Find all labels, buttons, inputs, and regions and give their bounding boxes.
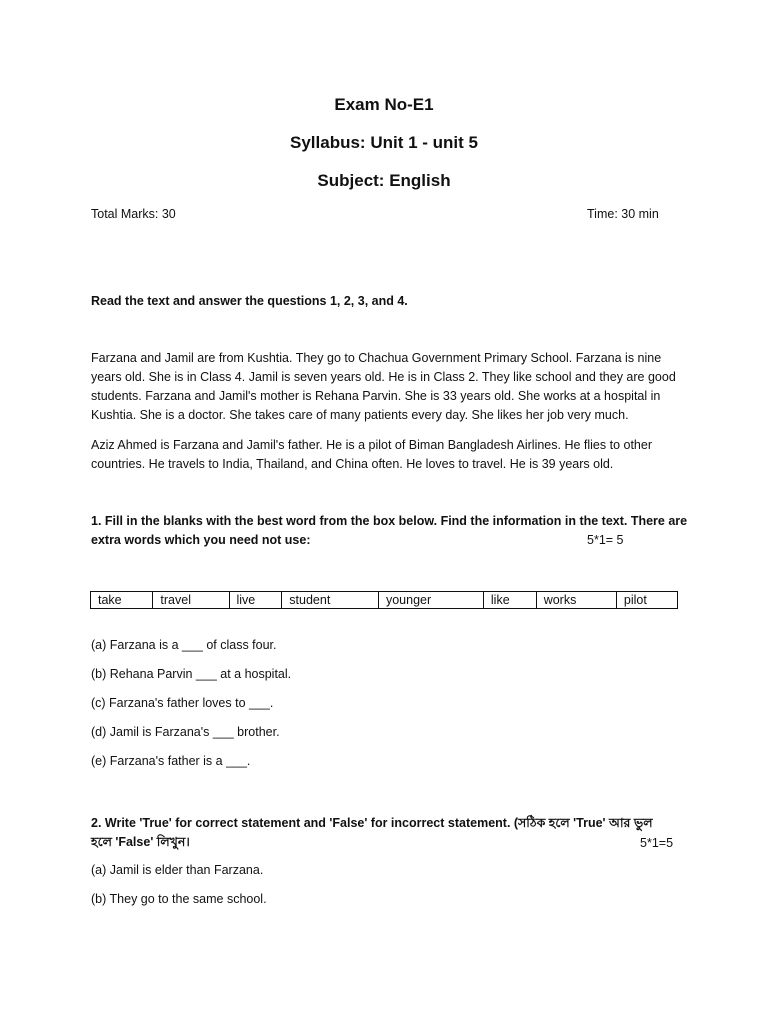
word-box <box>90 591 678 609</box>
exam-number-title: Exam No-E1 <box>334 95 434 114</box>
time-limit: Time: 30 min <box>587 207 659 221</box>
passage-line: countries. He travels to India, Thailand, and China often. He loves to travel. He is 39 years old. <box>91 457 614 471</box>
question-2-marks: 5*1=5 <box>640 836 674 850</box>
word-box-cell: like <box>483 592 536 609</box>
word-box-row <box>91 592 678 609</box>
word-box-cell: live <box>229 592 282 609</box>
question-1-item-e: (e) Farzana's father is a ___. <box>91 754 251 768</box>
question-1-item-c: (c) Farzana's father loves to ___. <box>91 696 274 710</box>
word-box-cell: take <box>91 592 153 609</box>
question-1-heading-cont: extra words which you need not use: <box>91 533 311 547</box>
passage-paragraph-2 <box>91 436 681 474</box>
word-box-cell: younger <box>378 592 483 609</box>
reading-instruction: Read the text and answer the questions 1, 2, 3, and 4. <box>91 294 408 308</box>
passage-line: Aziz Ahmed is Farzana and Jamil's father. He is a pilot of Biman Bangladesh Airlines. He flies to other <box>91 438 652 452</box>
passage-line: students. Farzana and Jamil's mother is Rehana Parvin. She is 33 years old. She works at a hospital in <box>91 389 661 403</box>
question-2-heading-cont: হলে 'False' লিখুন। <box>91 835 190 849</box>
word-box-cell: student <box>282 592 379 609</box>
question-1-heading: 1. Fill in the blanks with the best word from the box below. Find the information in the text. There are <box>91 514 688 528</box>
passage-paragraph-1 <box>91 349 681 425</box>
question-1-marks: 5*1= 5 <box>587 533 624 547</box>
passage-line: Farzana and Jamil are from Kushtia. They go to Chachua Government Primary School. Farzana is nine <box>91 351 662 365</box>
question-2-item-b: (b) They go to the same school. <box>91 892 267 906</box>
subject-title: Subject: English <box>317 171 451 190</box>
word-box-cell: travel <box>153 592 229 609</box>
total-marks: Total Marks: 30 <box>91 207 176 221</box>
question-1-item-d: (d) Jamil is Farzana's ___ brother. <box>91 725 280 739</box>
syllabus-title: Syllabus: Unit 1 - unit 5 <box>290 133 478 152</box>
word-box-cell: pilot <box>616 592 677 609</box>
question-2-item-a: (a) Jamil is elder than Farzana. <box>91 863 264 877</box>
passage-line: Kushtia. She is a doctor. She takes care of many patients every day. She likes her job very much. <box>91 408 629 422</box>
passage-line: years old. She is in Class 4. Jamil is seven years old. He is in Class 2. They like school and they are good <box>91 370 676 384</box>
question-1-item-b: (b) Rehana Parvin ___ at a hospital. <box>91 667 292 681</box>
question-2-heading: 2. Write 'True' for correct statement and 'False' for incorrect statement. (সঠিক হলে 'True' আর ভুল <box>91 816 653 830</box>
word-box-cell: works <box>536 592 616 609</box>
question-1-item-a: (a) Farzana is a ___ of class four. <box>91 638 277 652</box>
